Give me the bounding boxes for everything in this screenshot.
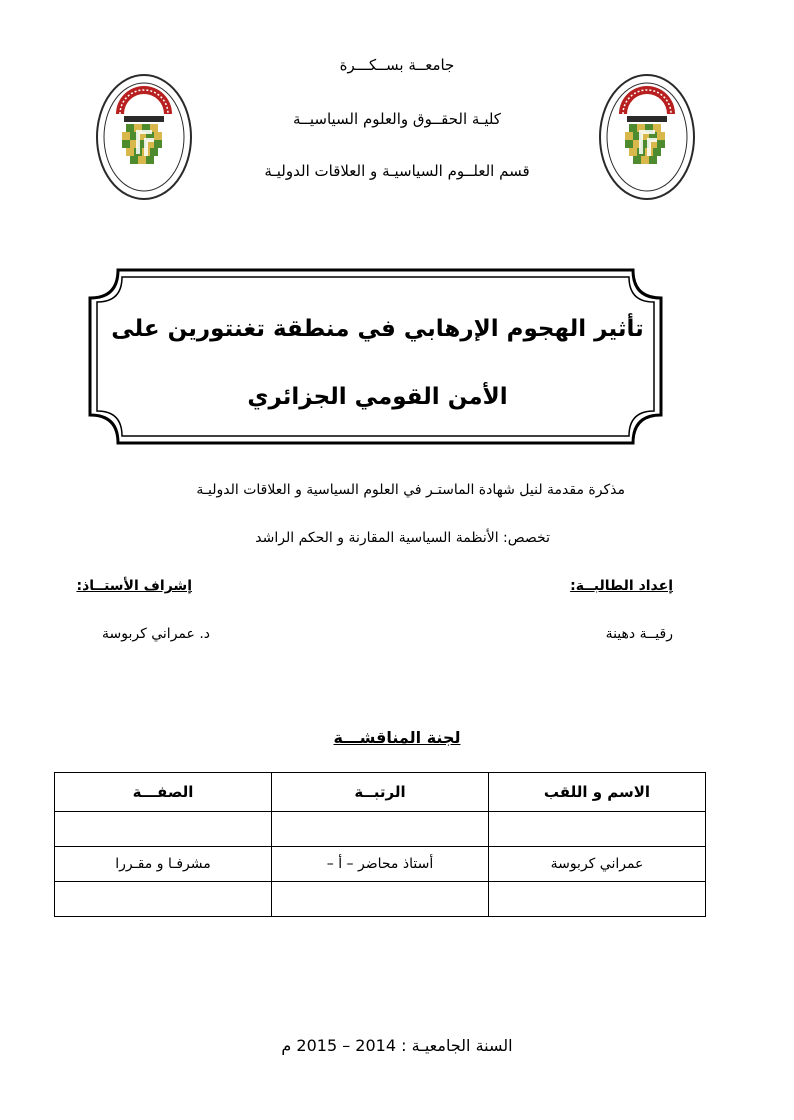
university-logo-left [94,72,194,202]
supervisor-label: إشراف الأستــاذ: [76,578,192,594]
column-header-role: الصفـــة [55,773,272,812]
table-cell: عمراني كربوسة [489,847,706,882]
table-row [55,812,706,847]
thesis-title-line-1: تأثير الهجوم الإرهابي في منطقة تغنتورين على [111,316,644,342]
supervisor-name: د. عمراني كربوسة [102,626,210,642]
thesis-title-line-2: الأمن القومي الجزائري [247,384,508,410]
academic-year: السنة الجامعيـة : 2014 – 2015 م [281,1036,513,1055]
university-logo-right [597,72,697,202]
table-cell [55,812,272,847]
table-cell [489,812,706,847]
table-row [55,847,706,882]
department-name: قسم العلــوم السياسيـة و العلاقات الدوليـة [264,162,530,180]
committee-title: لجنة المناقشـــة [333,728,461,747]
faculty-name: كليـة الحقــوق والعلوم السياسيــة [293,110,501,128]
table-cell: أستاذ محاضر – أ – [272,847,489,882]
table-cell: مشرفـا و مقـررا [55,847,272,882]
student-name: رقيــة دهينة [605,626,673,642]
table-cell [55,882,272,917]
university-name: جامعــة بســكـــرة [339,56,455,74]
memo-description: مذكرة مقدمة لنيل شهادة الماستـر في العلوم السياسية و العلاقات الدوليـة [196,482,625,498]
specialization: تخصص: الأنظمة السياسية المقارنة و الحكم الراشد [255,530,550,546]
table-row [55,882,706,917]
table-cell [272,812,489,847]
table-cell [272,882,489,917]
column-header-name: الاسم و اللقب [489,773,706,812]
committee-table [54,772,706,917]
table-header-row [55,773,706,812]
student-label: إعداد الطالبــة: [570,578,673,594]
university-seal-icon [94,72,194,202]
title-frame [88,268,663,445]
table-cell [489,882,706,917]
column-header-rank: الرتبــة [272,773,489,812]
university-seal-icon [597,72,697,202]
